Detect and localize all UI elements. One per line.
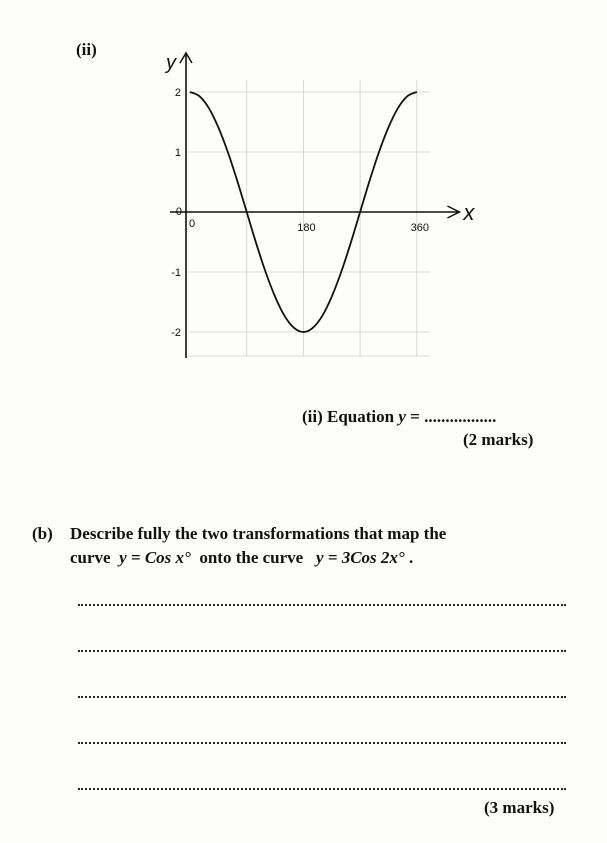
- y-tick-label: 1: [174, 147, 181, 159]
- question-b-line-1: [32, 522, 592, 546]
- y-tick-label: 0: [175, 206, 182, 218]
- sentence-end: .: [408, 548, 414, 567]
- x-tick-label: 0: [188, 218, 196, 230]
- curve-1: y = Cos x°: [119, 548, 191, 567]
- cosine-graph: [150, 45, 510, 370]
- question-b: [32, 522, 592, 570]
- x-tick-label: 360: [410, 222, 429, 234]
- part-b-marks: (3 marks): [484, 798, 555, 817]
- onto-text: onto the curve: [199, 548, 304, 567]
- equation-answer-line: [302, 407, 496, 427]
- curve-2: y = 3Cos 2x°: [315, 548, 405, 567]
- y-tick-label: 2: [174, 87, 181, 99]
- question-b-label: (b): [32, 524, 53, 543]
- equation-var: y: [398, 407, 406, 426]
- equation-equals: =: [405, 407, 425, 426]
- y-axis-label: y: [166, 52, 176, 74]
- answer-line-5[interactable]: [78, 788, 566, 790]
- answer-line-2[interactable]: [78, 650, 566, 652]
- y-tick-label: -2: [171, 327, 181, 339]
- equation-prefix: (ii) Equation: [302, 407, 399, 426]
- answer-line-3[interactable]: [78, 696, 566, 698]
- curve-word: curve: [70, 548, 111, 567]
- y-tick-label: -1: [171, 267, 181, 279]
- part-ii-marks: (2 marks): [463, 430, 534, 449]
- question-b-text: Describe fully the two transformations that map the: [70, 524, 447, 543]
- equation-blank[interactable]: .................: [424, 407, 497, 426]
- answer-line-4[interactable]: [78, 742, 566, 744]
- part-label: (ii): [76, 40, 97, 59]
- x-axis-label: x: [463, 200, 475, 225]
- answer-line-1[interactable]: [78, 604, 566, 606]
- graph-grid: [189, 80, 430, 356]
- question-b-line-2: [32, 546, 592, 570]
- x-tick-label: 180: [297, 222, 316, 234]
